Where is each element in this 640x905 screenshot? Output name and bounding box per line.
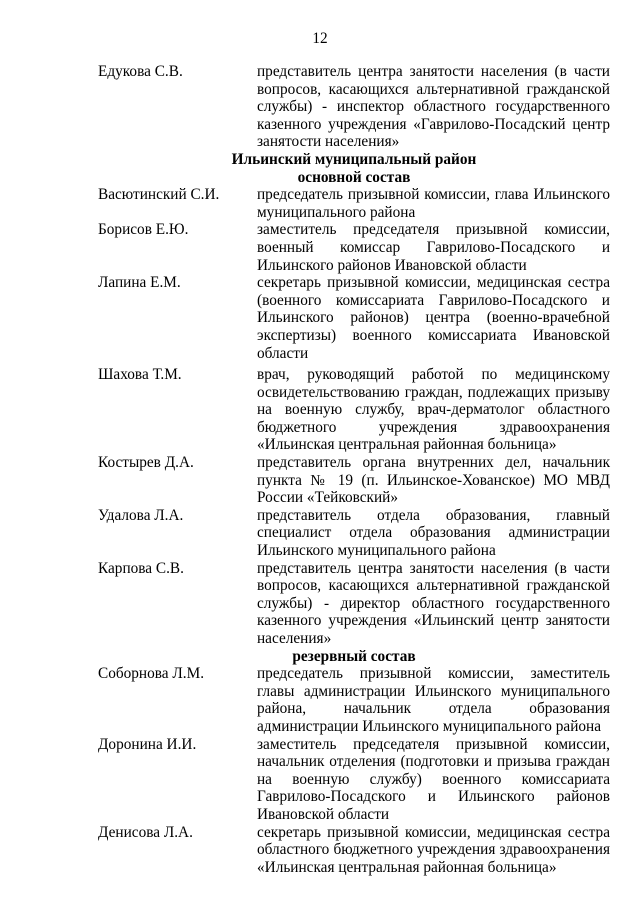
member-row [98,560,610,648]
member-name: Доронина И.И. [98,735,197,753]
member-name: Борисов Е.Ю. [98,221,189,239]
member-description: врач, руководящий работой по медицинскому освидетельствованию граждан, подлежащих призыву на военную службу, врач-дерматолог областного бюджетного учреждения здравоохранения «Ильинская центральная районная больница» [257,366,610,454]
member-row [98,63,610,151]
member-name: Денисова Л.А. [98,823,193,841]
district-title: Ильинский муниципальный район [231,150,477,168]
member-description: представитель центра занятости населения (в части вопросов, касающихся альтернативной гражданской службы) - инспектор областного государственного казенного учреждения «Гаврилово-Посадский центр занятости населения» [257,63,610,151]
member-row [98,454,610,507]
member-name: Шахова Т.М. [98,366,182,384]
member-description: заместитель председателя призывной комиссии, начальник отделения (подготовки и призыва граждан на военную службу) военного комиссариата Гаврилово-Посадского и Ильинского районов Ивановской области [257,735,610,823]
member-name: Карпова С.В. [98,559,184,577]
member-description: председатель призывной комиссии, глава Ильинского муниципального района [257,186,610,221]
member-row [98,221,610,274]
member-description: секретарь призывной комиссии, медицинская сестра областного бюджетного учреждения здравоохранения «Ильинская центральная районная больница» [257,823,610,876]
member-row [98,507,610,560]
member-name: Удалова Л.А. [98,506,184,524]
member-description: секретарь призывной комиссии, медицинская сестра (военного комиссариата Гаврилово-Посадского и Ильинского районов) центра (военно-врачебной экспертизы) военного комиссариата Ивановской области [257,274,610,362]
main-composition-title: основной состав [297,168,411,186]
member-name: Соборнова Л.М. [98,665,205,683]
member-description: представитель органа внутренних дел, начальник пункта № 19 (п. Ильинское-Хованское) МО МВД России «Тейковский» [257,454,610,507]
member-row [98,665,610,735]
member-name: Васютинский С.И. [98,186,220,204]
member-description: председатель призывной комиссии, заместитель главы администрации Ильинского муниципального района, начальник отдела образования администрации Ильинского муниципального района [257,665,610,735]
commission-list [98,63,610,876]
member-row [98,186,610,221]
member-row [98,366,610,454]
member-description: представитель центра занятости населения (в части вопросов, касающихся альтернативной гражданской службы) - директор областного государственного казенного учреждения «Ильинский центр занятости населения» [257,559,610,647]
page-number: 12 [312,30,328,47]
reserve-composition-title: резервный состав [292,647,416,665]
member-description: заместитель председателя призывной комиссии, военный комиссар Гаврилово-Посадского и Ильинского районов Ивановской области [257,221,610,274]
member-row [98,736,610,824]
member-name: Лапина Е.М. [98,274,181,292]
member-description: представитель отдела образования, главный специалист отдела образования администрации Ильинского муниципального района [257,506,610,560]
member-name: Костырев Д.А. [98,454,194,472]
member-row [98,274,610,362]
member-row [98,824,610,877]
member-name: Едукова С.В. [98,63,183,80]
